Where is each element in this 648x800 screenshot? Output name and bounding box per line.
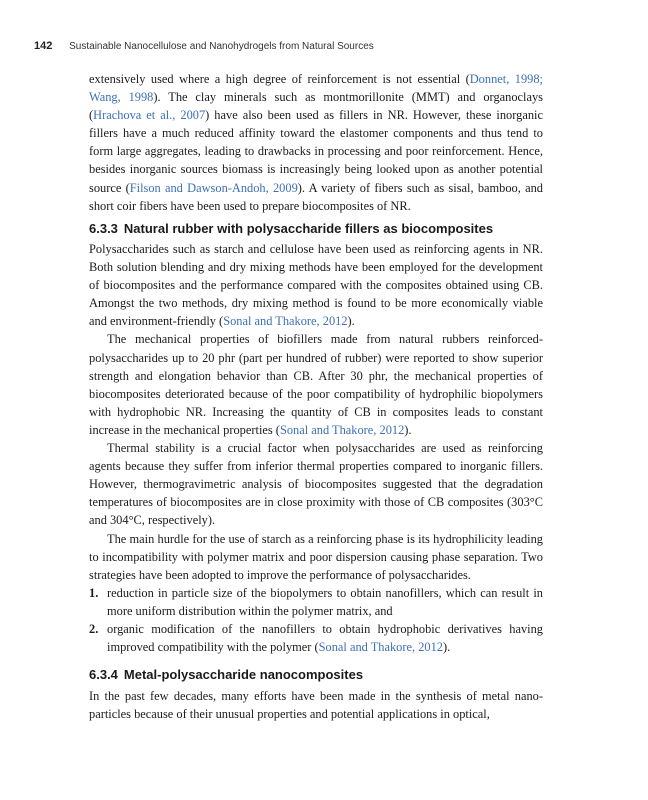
section-634-heading-block	[89, 666, 543, 684]
paragraph: Thermal stability is a crucial factor when polysaccharides are used as reinforcing agents because they suffer from inferior thermal properties compared to inorganic fillers. However, thermogravimetric analysis of biocomposites suggested that the degradation temperatures of biocomposites are in close proximity with those of CB composites (303°C and 304°C, respectively).	[89, 441, 543, 528]
citation-link[interactable]: Filson and Dawson-Andoh, 2009	[129, 180, 298, 195]
section-heading	[89, 666, 543, 684]
citation-link[interactable]: Donnet, 1998; Wang, 1998	[89, 72, 543, 105]
list-marker: 1.	[89, 585, 99, 600]
list-item	[89, 584, 543, 620]
section-title: Metal-polysaccharide nanocomposites	[123, 667, 364, 682]
text-run: Polysaccharides such as starch and cellulose have been used as reinforcing agents in NR. Both solution blending and dry mixing methods have been employed for the development of biocomposites and the performance compared with the composites obtained using CB. Amongst the two methods, dry mixing method is found to be more economically viable and environment-friendly (	[89, 242, 543, 329]
section-633-heading-block	[89, 220, 543, 238]
section-633-body	[89, 240, 543, 656]
section-number: 6.3.3	[89, 221, 118, 236]
paragraph	[89, 240, 543, 330]
paragraph: In the past few decades, many efforts have been made in the synthesis of metal nanoparticles because of their unusual properties and potential applications in optical,	[89, 689, 543, 722]
list-item-text: reduction in particle size of the biopolymers to obtain nanofillers, which can result in more uniform distribution within the polymer matrix, and	[107, 585, 543, 618]
citation-link[interactable]: Hrachova et al., 2007	[93, 108, 206, 123]
text-run: ). A variety of fibers such as sisal, bamboo, and short coir fibers have been used to prepare biocomposites of NR.	[89, 180, 543, 213]
text-run: extensively used where a high degree of reinforcement is not essential (	[89, 72, 470, 86]
section-634-body	[89, 687, 543, 723]
section-heading	[89, 220, 543, 238]
text-run: ).	[442, 640, 451, 655]
list-item-text: organic modification of the nanofillers to obtain hydrophobic derivatives having improved compatibility with the polymer (	[107, 621, 543, 655]
numbered-list	[89, 584, 543, 656]
citation-link[interactable]: Sonal and Thakore, 2012	[223, 314, 348, 329]
section-title: Natural rubber with polysaccharide fillers as biocomposites	[123, 221, 494, 236]
section-number: 6.3.4	[89, 667, 118, 682]
paragraph: The main hurdle for the use of starch as a reinforcing phase is its hydrophilicity leading to incompatibility with polymer matrix and poor dispersion causing phase separation. Two strategies have been adopted to improve the performance of polysaccharides.	[89, 531, 543, 582]
citation-link[interactable]: Sonal and Thakore, 2012	[318, 640, 443, 655]
text-run: ).	[347, 314, 355, 329]
text-run: The mechanical properties of biofillers made from natural rubbers reinforced-polysaccharides up to 20 phr (part per hundred of rubber) were reported to show superior strength and elongation behavior than CB. After 30 phr, the mechanical properties of biocomposites deteriorated because of the poor compatibility of hydrophilic biopolymers with hydrophobic NR. Increasing the quantity of CB in composites leads to constant increase in the mechanical properties (	[89, 332, 543, 437]
citation-link[interactable]: Sonal and Thakore, 2012	[279, 422, 405, 437]
intro-block	[89, 70, 543, 215]
text-run: ) have also been used as fillers in NR. However, these inorganic fillers have a much reduced affinity toward the elastomer components and thus tend to form large aggregates, leading to drawbacks in processing and poor reinforcement. Hence, besides inorganic sources biomass is increasingly being looked upon as another potential source (	[89, 108, 543, 195]
text-run: ). The clay minerals such as montmorillonite (MMT) and organoclays (	[89, 90, 543, 123]
page-number: 142	[34, 40, 53, 52]
text-run: ).	[404, 422, 412, 437]
list-item	[89, 620, 543, 656]
list-marker: 2.	[89, 621, 99, 636]
book-title: Sustainable Nanocellulose and Nanohydrogels from Natural Sources	[69, 41, 374, 52]
paragraph	[89, 330, 543, 439]
running-header	[34, 40, 614, 56]
intro-paragraph	[89, 70, 543, 215]
